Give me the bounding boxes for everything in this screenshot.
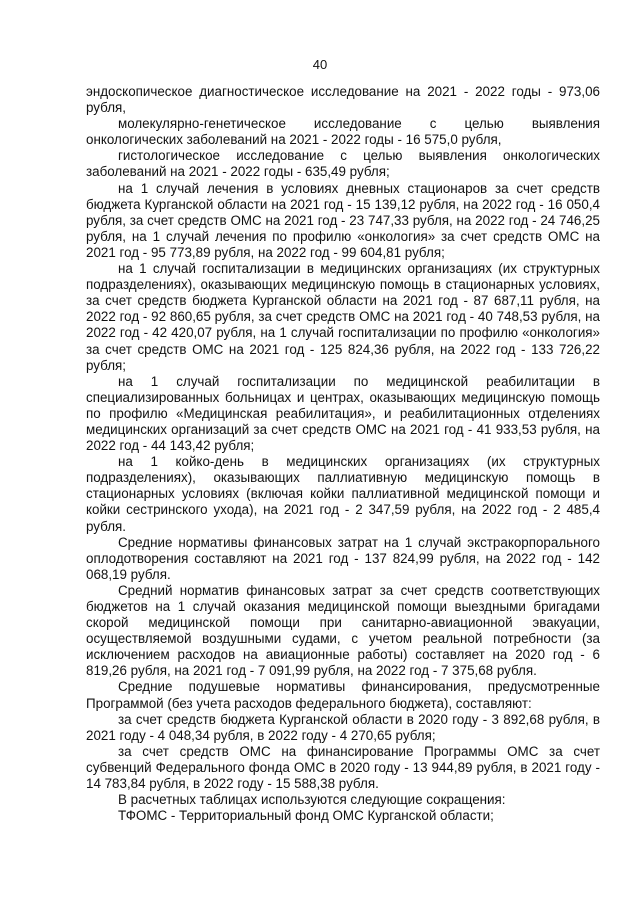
paragraph-oms-subvention: за счет средств ОМС на финансирование Программы ОМС за счет субвенций Федерального фонда ОМС в 2020 году - 13 944,89 рубля, в 2021 году - 14 783,84 рубля, в 2022 году - 15 588,38 рубля. bbox=[86, 743, 600, 792]
paragraph-bed-day: на 1 койко-день в медицинских организациях (их структурных подразделениях), оказывающих паллиативную медицинскую помощь в стационарных условиях (включая койки паллиативной медицинской помощи и койки сестринского ухода), на 2021 год - 2 347,59 рубля, на 2022 год - 2 485,4 рубля. bbox=[86, 454, 600, 534]
paragraph-per-capita: Средние подушевые нормативы финансирования, предусмотренные Программой (без учета расходов федерального бюджета), составляют: bbox=[86, 679, 600, 711]
page-number: 40 bbox=[312, 57, 328, 72]
paragraph-ivf: Средние нормативы финансовых затрат на 1 случай экстракорпорального оплодотворения составляют на 2021 год - 137 824,99 рубля, на 2022 год - 142 068,19 рубля. bbox=[86, 534, 600, 582]
paragraph-histological: гистологическое исследование с целью выявления онкологических заболеваний на 2021 - 2022 годы - 635,49 рубля; bbox=[86, 148, 600, 180]
paragraph-regional-budget: за счет средств бюджета Курганской области в 2020 году - 3 892,68 рубля, в 2021 году - 4 048,34 рубля, в 2022 году - 4 270,65 рубля; bbox=[86, 711, 600, 743]
paragraph-rehabilitation: на 1 случай госпитализации по медицинской реабилитации в специализированных больницах и центрах, оказывающих медицинскую помощь по профилю «Медицинская реабилитация», и реабилитационных отделениях медицинских организаций за счет средств ОМС на 2021 год - 41 933,53 рубля, на 2022 год - 44 143,42 рубля; bbox=[86, 373, 600, 454]
paragraph-molecular-genetic: молекулярно-генетическое исследование с целью выявления онкологических заболеваний на 2021 - 2022 годы - 16 575,0 рубля, bbox=[86, 116, 600, 148]
document-body bbox=[86, 84, 600, 824]
paragraph-hospitalization: на 1 случай госпитализации в медицинских организациях (их структурных подразделениях), оказывающих медицинскую помощь в стационарных условиях, за счет средств бюджета Курганской области на 2021 год - 87 687,11 рубля, на 2022 год - 92 860,65 рубля, за счет средств ОМС на 2021 год - 40 748,53 рубля, на 2022 год - 42 420,07 рубля, на 1 случай госпитализации по профилю «онкология» за счет средств ОМС на 2021 год - 125 824,36 рубля, на 2022 год - 133 726,22 рубля; bbox=[86, 261, 600, 373]
paragraph-abbreviations-intro: В расчетных таблицах используются следующие сокращения: bbox=[118, 792, 506, 808]
paragraph-day-hospital: на 1 случай лечения в условиях дневных стационаров за счет средств бюджета Курганской области на 2021 год - 15 139,12 рубля, на 2022 год - 16 050,4 рубля, за счет средств ОМС на 2021 год - 23 747,33 рубля, на 2022 год - 24 746,25 рубля, на 1 случай лечения по профилю «онкология» за счет средств ОМС на 2021 год - 95 773,89 рубля, на 2022 год - 99 604,81 рубля; bbox=[86, 180, 600, 260]
paragraph-endoscopic: эндоскопическое диагностическое исследование на 2021 - 2022 годы - 973,06 рубля, bbox=[86, 84, 600, 116]
paragraph-air-ambulance: Средний норматив финансовых затрат за счет средств соответствующих бюджетов на 1 случай оказания медицинской помощи выездными бригадами скорой медицинской помощи при санитарно-авиационной эвакуации, осуществляемой воздушными судами, с учетом реальной потребности (за исключением расходов на авиационные работы) составляет на 2020 год - 6 819,26 рубля, на 2021 год - 7 091,99 рубля, на 2022 год - 7 375,68 рубля. bbox=[86, 582, 600, 679]
paragraph-tfoms: ТФОМС - Территориальный фонд ОМС Курганской области; bbox=[118, 808, 494, 824]
